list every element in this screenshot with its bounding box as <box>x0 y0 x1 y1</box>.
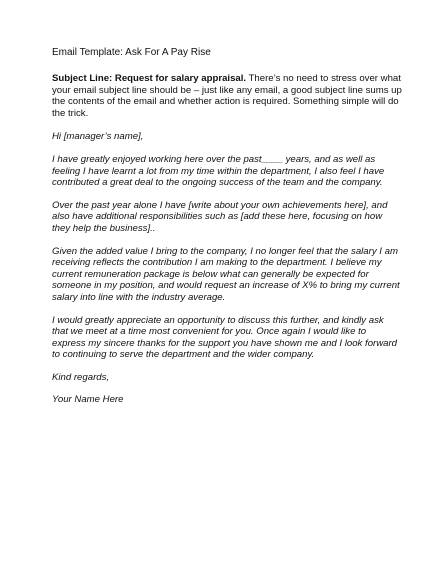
body-paragraph-4: I would greatly appreciate an opportunity to discuss this further, and kindly ask that we meet at a time most convenient for you. Once again I would like to express my sincere thanks for the support you have shown me and I look forward to continuing to serve the department and the wider company. <box>52 314 398 361</box>
subject-line-text: There’s no need to stress over what your email subject line should be – just like any email, a good subject line sums up the contents of the email and whether action is required. Something simple will do the trick. <box>52 73 402 119</box>
body-paragraph-3: Given the added value I bring to the company, I no longer feel that the salary I am receiving reflects the contribution I am making to the department. I believe my current remuneration package is below what can generally be expected for someone in my position, and would request an increase of X% to bring my current salary into line with the industry average. <box>52 245 400 303</box>
signature: Your Name Here <box>52 394 124 406</box>
closing: Kind regards, <box>52 371 110 383</box>
document-page <box>52 46 402 417</box>
body-paragraph-1: I have greatly enjoyed working here over the past____ years, and as well as feeling I have learnt a lot from my time within the department, I also feel I have contributed a great deal to the ongoing success of the team and the company. <box>52 153 385 189</box>
document-title: Email Template: Ask For A Pay Rise <box>52 47 211 58</box>
subject-line-paragraph <box>52 73 402 119</box>
body-paragraph-2: Over the past year alone I have [write about your own achievements here], and also have additional responsibilities such as [add these here, focusing on how they help the business].. <box>52 199 388 234</box>
greeting: Hi [manager’s name], <box>52 131 144 143</box>
subject-line-label: Subject Line: Request for salary appraisal. <box>52 73 247 84</box>
